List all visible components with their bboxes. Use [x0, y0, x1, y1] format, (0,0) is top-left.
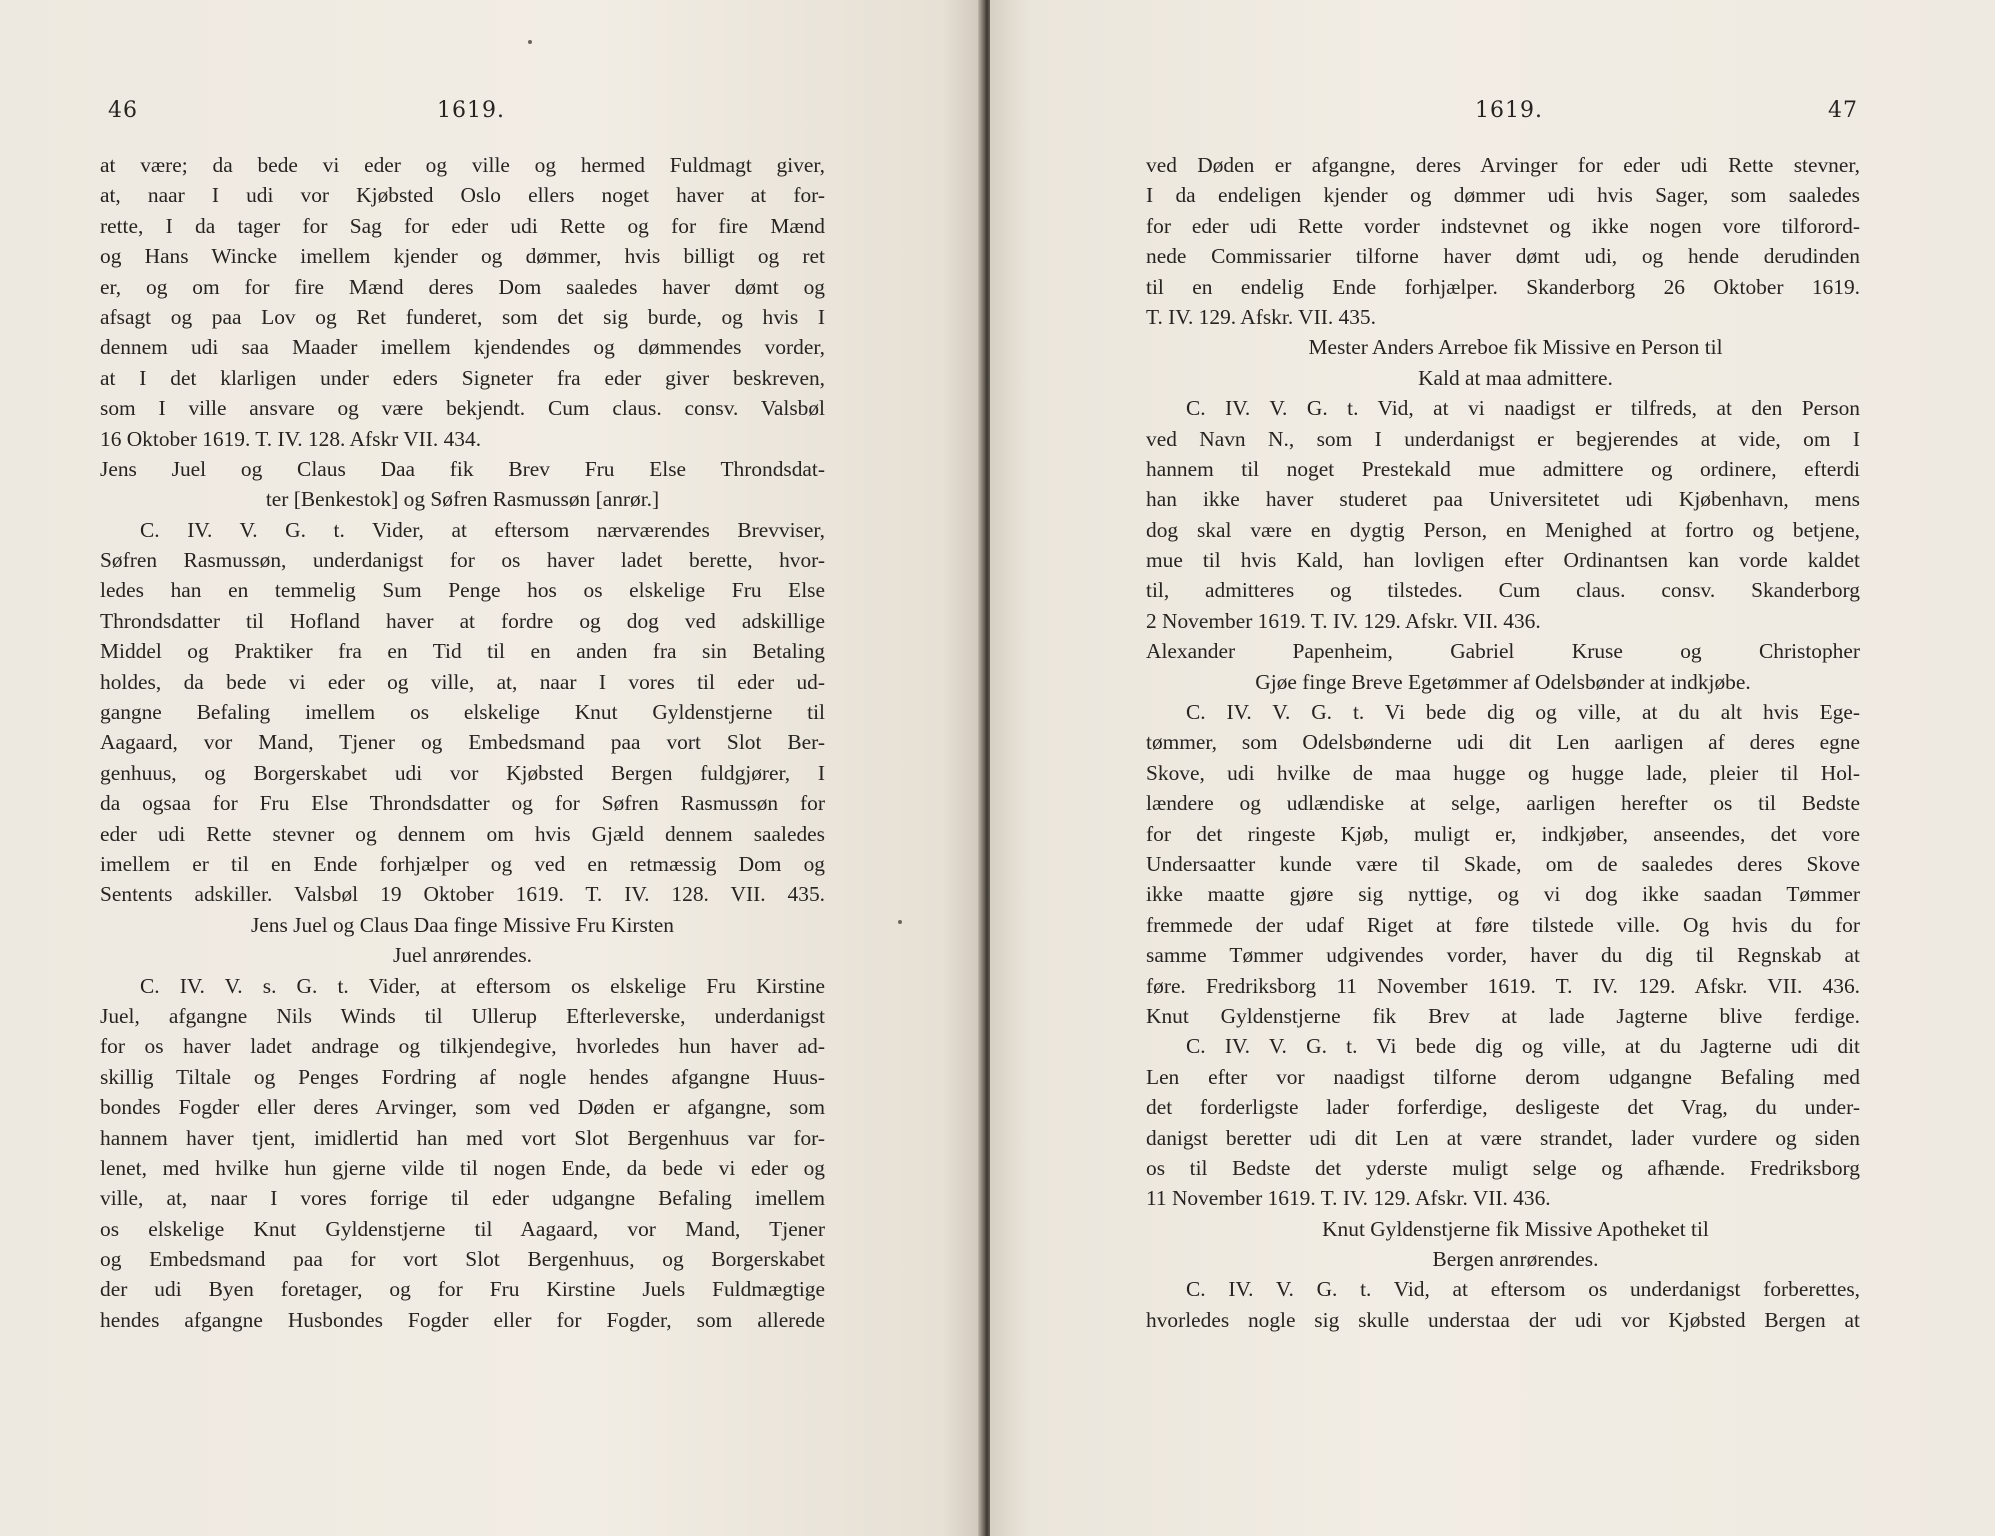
text-line: Bergen anrørendes. — [1432, 1247, 1599, 1272]
text-line: Aagaard, vor Mand, Tjener og Embedsmand paa vort Slot Ber- — [100, 730, 825, 755]
text-line: I da endeligen kjender og dømmer udi hvis Sager, som saaledes — [1146, 183, 1860, 208]
text-line: hannem til noget Prestekald mue admittere og ordinere, efterdi — [1146, 456, 1860, 481]
text-line: skillig Tiltale og Penges Fordring af nogle hendes afgangne Huus- — [100, 1064, 825, 1089]
text-line: mue til hvis Kald, han lovligen efter Ordinantsen kan vorde kaldet — [1146, 548, 1860, 573]
text-line: føre. Fredriksborg 11 November 1619. T. IV. 129. Afskr. VII. 436. — [1146, 973, 1860, 998]
text-line: og Embedsmand paa for vort Slot Bergenhuus, og Borgerskabet — [100, 1247, 825, 1272]
text-line: ved Døden er afgangne, deres Arvinger for eder udi Rette stevner, — [1146, 153, 1860, 177]
running-header-right: 1619. — [1475, 98, 1543, 123]
text-line: Middel og Praktiker fra en Tid til en anden fra sin Betaling — [100, 639, 825, 664]
text-line: Jens Juel og Claus Daa finge Missive Fru Kirsten — [250, 912, 674, 937]
text-line: Jens Juel og Claus Daa fik Brev Fru Else Throndsdat- — [100, 456, 825, 481]
text-line: os til Bedste det yderste muligt selge og afhænde. Fredriksborg — [1146, 1155, 1860, 1180]
text-line: til en endelig Ende forhjælper. Skanderborg 26 Oktober 1619. — [1146, 274, 1860, 299]
text-line: til, admitteres og tilstedes. Cum claus. consv. Skanderborg — [1146, 578, 1860, 603]
text-line: hendes afgangne Husbondes Fogder eller for Fogder, som allerede — [100, 1307, 825, 1332]
text-line: hannem haver tjent, imidlertid han med vort Slot Bergenhuus var for- — [100, 1125, 825, 1150]
text-line: bondes Fogder eller deres Arvinger, som ved Døden er afgangne, som — [100, 1095, 825, 1120]
text-line: Mester Anders Arreboe fik Missive en Person til — [1308, 335, 1723, 360]
text-line: dennem udi saa Maader imellem kjendendes og dømmendes vorder, — [100, 335, 825, 360]
text-line: som I ville ansvare og være bekjendt. Cum claus. consv. Valsbøl — [100, 396, 825, 421]
text-line: Sentents adskiller. Valsbøl 19 Oktober 1619. T. IV. 128. VII. 435. — [100, 882, 825, 907]
text-line: lenet, med hvilke hun gjerne vilde til nogen Ende, da bede vi eder og — [100, 1155, 825, 1180]
text-line: ledes han en temmelig Sum Penge hos os elskelige Fru Else — [100, 578, 825, 603]
text-line: Søfren Rasmussøn, underdanigst for os haver ladet berette, hvor- — [100, 548, 825, 573]
text-line: for det ringeste Kjøb, muligt er, indkjøber, anseendes, det vore — [1146, 821, 1860, 846]
text-line: danigst beretter udi dit Len at være strandet, lader vurdere og siden — [1146, 1125, 1860, 1150]
page-speck — [528, 40, 532, 44]
text-line: 2 November 1619. T. IV. 129. Afskr. VII. 436. — [1146, 608, 1541, 633]
right-page — [990, 0, 1995, 1536]
text-line: ikke maatte gjøre sig nyttige, og vi dog ikke saadan Tømmer — [1146, 882, 1860, 907]
text-line: Alexander Papenheim, Gabriel Kruse og Christopher — [1146, 639, 1860, 664]
text-line: samme Tømmer udgivendes vorder, haver du dig til Regnskab at — [1146, 943, 1860, 968]
text-line: holdes, da bede vi eder og ville, at, naar I vores til eder ud- — [100, 669, 825, 694]
text-line: Len efter vor naadigst tilforne derom udgangne Befaling med — [1146, 1064, 1860, 1089]
text-line: da ogsaa for Fru Else Throndsdatter og for Søfren Rasmussøn for — [100, 791, 825, 816]
text-line: 11 November 1619. T. IV. 129. Afskr. VII. 436. — [1146, 1186, 1551, 1211]
text-line: eder udi Rette stevner og dennem om hvis Gjæld dennem saaledes — [100, 821, 825, 846]
text-line: at, naar I udi vor Kjøbsted Oslo ellers noget haver at for- — [100, 183, 825, 208]
text-line: Gjøe finge Breve Egetømmer af Odelsbønder at indkjøbe. — [1255, 669, 1751, 694]
text-line: C. IV. V. G. t. Vid, at vi naadigst er tilfreds, at den Person — [1186, 396, 1860, 421]
text-line: nede Commissarier tilforne haver dømt udi, og hende derudinden — [1146, 244, 1860, 269]
margin-speck — [898, 920, 902, 924]
text-line: Throndsdatter til Hofland haver at fordre og dog ved adskillige — [100, 608, 825, 633]
text-line: det forderligste lader forferdige, desligeste det Vrag, du under- — [1146, 1095, 1860, 1120]
text-line: C. IV. V. G. t. Vid, at eftersom os underdanigst forberettes, — [1186, 1277, 1860, 1302]
text-line: os elskelige Knut Gyldenstjerne til Aagaard, vor Mand, Tjener — [100, 1216, 825, 1241]
text-line: Juel anrørendes. — [393, 943, 532, 968]
text-line: C. IV. V. s. G. t. Vider, at eftersom os elskelige Fru Kirstine — [140, 973, 825, 998]
text-line: Knut Gyldenstjerne fik Brev at lade Jagterne blive ferdige. — [1146, 1003, 1860, 1028]
text-line: ville, at, naar I vores forrige til eder udgangne Befaling imellem — [100, 1186, 825, 1211]
text-line: Undersaatter kunde være til Skade, om de saaledes deres Skove — [1146, 851, 1860, 876]
text-line: er, og om for fire Mænd deres Dom saaledes haver dømt og — [100, 274, 825, 299]
text-line: at I det klarligen under eders Signeter fra eder giver beskreven, — [100, 365, 825, 390]
text-line: han ikke haver studeret paa Universitetet udi Kjøbenhavn, mens — [1146, 487, 1860, 512]
text-line: for eder udi Rette vorder indstevnet og ikke nogen vore tilforord- — [1146, 213, 1860, 238]
text-line: T. IV. 129. Afskr. VII. 435. — [1146, 304, 1376, 329]
text-line: at være; da bede vi eder og ville og hermed Fuldmagt giver, — [100, 153, 825, 177]
text-line: for os haver ladet andrage og tilkjendegive, hvorledes hun haver ad- — [100, 1034, 825, 1059]
text-line: Skove, udi hvilke de maa hugge og hugge lade, pleier til Hol- — [1146, 760, 1860, 785]
text-line: Kald at maa admittere. — [1418, 365, 1613, 390]
left-page — [0, 0, 982, 1536]
text-line: og Hans Wincke imellem kjender og dømmer, hvis billigt og ret — [100, 244, 825, 269]
text-line: afsagt og paa Lov og Ret funderet, som det sig burde, og hvis I — [100, 304, 825, 329]
text-line: C. IV. V. G. t. Vi bede dig og ville, at du alt hvis Ege- — [1186, 700, 1860, 725]
page-number-left: 46 — [108, 98, 138, 123]
text-line: lændere og udlændiske at selge, aarligen herefter os til Bedste — [1146, 791, 1860, 816]
text-line: C. IV. V. G. t. Vider, at eftersom nærværendes Brevviser, — [140, 517, 825, 542]
running-header-left: 1619. — [437, 98, 505, 123]
text-line: Juel, afgangne Nils Winds til Ullerup Efterleverske, underdanigst — [100, 1003, 825, 1028]
text-line: gangne Befaling imellem os elskelige Knut Gyldenstjerne til — [100, 700, 825, 725]
text-line: tømmer, som Odelsbønderne udi dit Len aarligen af deres egne — [1146, 730, 1860, 755]
text-line: ter [Benkestok] og Søfren Rasmussøn [anrør.] — [265, 487, 660, 512]
left-page-text — [100, 150, 825, 1335]
text-line: dog skal være en dygtig Person, en Menighed at fortro og betjene, — [1146, 517, 1860, 542]
text-line: imellem er til en Ende forhjælper og ved en retmæssig Dom og — [100, 851, 825, 876]
text-line: der udi Byen foretager, og for Fru Kirstine Juels Fuldmægtige — [100, 1277, 825, 1302]
text-line: hvorledes nogle sig skulle understaa der udi vor Kjøbsted Bergen at — [1146, 1307, 1860, 1332]
text-line: Knut Gyldenstjerne fik Missive Apotheket til — [1322, 1216, 1709, 1241]
text-line: genhuus, og Borgerskabet udi vor Kjøbsted Bergen fuldgjører, I — [100, 760, 825, 785]
text-line: ved Navn N., som I underdanigst er begjerendes at vide, om I — [1146, 426, 1860, 451]
text-line: rette, I da tager for Sag for eder udi Rette og for fire Mænd — [100, 213, 825, 238]
text-line: 16 Oktober 1619. T. IV. 128. Afskr VII. 434. — [100, 426, 482, 451]
text-line: fremmede der udaf Riget at føre tilstede ville. Og hvis du for — [1146, 912, 1860, 937]
right-page-text — [1146, 150, 1860, 1335]
page-number-right: 47 — [1828, 98, 1858, 123]
text-line: C. IV. V. G. t. Vi bede dig og ville, at du Jagterne udi dit — [1186, 1034, 1860, 1059]
